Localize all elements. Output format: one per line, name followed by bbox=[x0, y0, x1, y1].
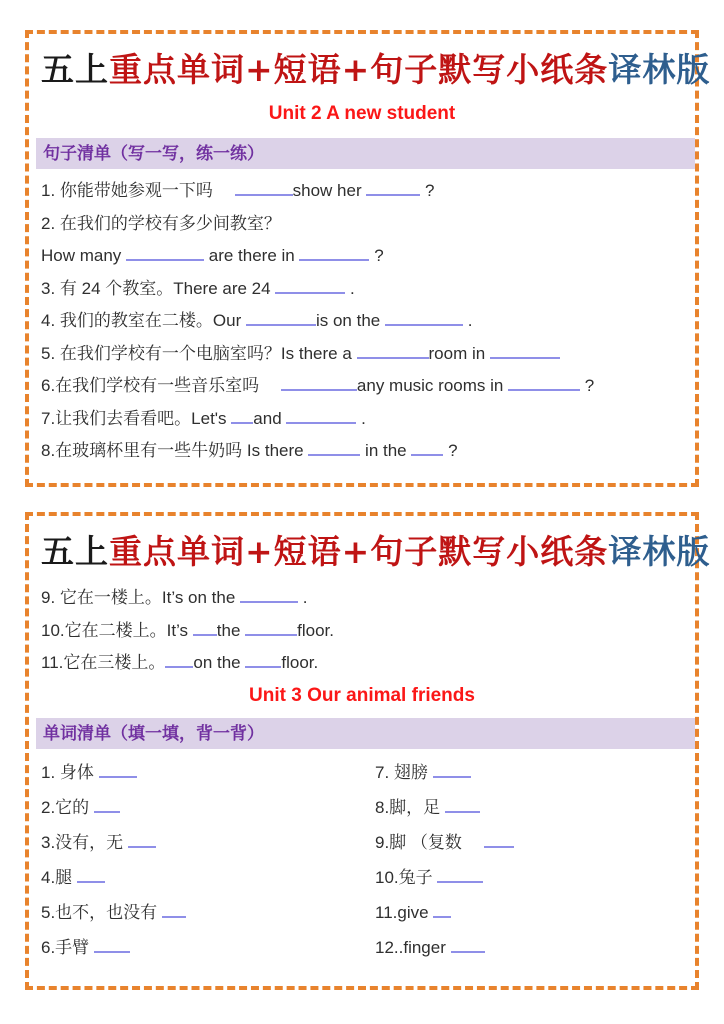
worksheet-line bbox=[375, 895, 683, 930]
fill-in-blank bbox=[126, 245, 204, 261]
line-text: ? bbox=[369, 246, 384, 265]
word-list-header: 单词清单（填一填，背一背） bbox=[36, 718, 695, 749]
worksheet-line bbox=[41, 825, 375, 860]
worksheet-line bbox=[41, 435, 683, 468]
worksheet-line bbox=[41, 370, 683, 403]
worksheet-line bbox=[41, 338, 683, 371]
line-text: . bbox=[356, 408, 366, 428]
line-text: 2. 在我们的学校有多少间教室？ bbox=[41, 213, 281, 233]
worksheet-line bbox=[41, 305, 683, 338]
line-text: 5. 在我们学校有一个电脑室吗？Is there a bbox=[41, 343, 357, 363]
worksheet-line bbox=[41, 403, 683, 436]
fill-in-blank bbox=[245, 619, 297, 635]
line-text: floor. bbox=[281, 653, 319, 672]
fill-in-blank bbox=[281, 375, 357, 391]
sentence-list bbox=[41, 175, 683, 468]
unit-3-heading: Unit 3 Our animal friends bbox=[249, 684, 475, 706]
fill-in-blank bbox=[94, 796, 120, 812]
line-text: ? bbox=[420, 181, 435, 200]
fill-in-blank bbox=[385, 310, 463, 326]
fill-in-blank bbox=[308, 440, 360, 456]
word-list-left-column bbox=[41, 755, 375, 965]
fill-in-blank bbox=[433, 761, 471, 777]
worksheet-line bbox=[41, 790, 375, 825]
line-text: room in bbox=[428, 343, 490, 363]
line-text: ? bbox=[443, 441, 458, 460]
line-text: 9. 它在一楼上。It’s on the bbox=[41, 588, 241, 607]
fill-in-blank bbox=[366, 180, 420, 196]
line-text: . bbox=[345, 278, 355, 298]
line-text: 1. 你能带她参观一下吗 bbox=[41, 181, 235, 200]
line-text: floor. bbox=[297, 620, 334, 640]
line-text: 9.脚 （复数 bbox=[375, 832, 484, 852]
title-grade-part: 五上 bbox=[41, 50, 109, 89]
worksheet-line bbox=[41, 615, 683, 648]
fill-in-blank bbox=[451, 936, 485, 952]
fill-in-blank bbox=[193, 619, 217, 635]
line-text: 12..finger bbox=[375, 937, 451, 957]
fill-in-blank bbox=[433, 901, 451, 917]
fill-in-blank bbox=[231, 407, 253, 423]
worksheet-line bbox=[375, 790, 683, 825]
sentence-list-continued bbox=[41, 582, 683, 680]
worksheet-line bbox=[41, 208, 683, 241]
line-text: 4. 我们的教室在二楼。Our bbox=[41, 311, 246, 330]
fill-in-blank bbox=[94, 936, 130, 952]
line-text: show her bbox=[292, 181, 367, 200]
line-text: the bbox=[216, 620, 246, 640]
line-text: and bbox=[253, 408, 287, 428]
line-text: 6.手臂 bbox=[41, 937, 94, 957]
fill-in-blank bbox=[128, 831, 156, 847]
fill-in-blank bbox=[235, 180, 293, 196]
word-list-right-column bbox=[375, 755, 683, 965]
fill-in-blank bbox=[245, 652, 281, 668]
fill-in-blank bbox=[275, 277, 345, 293]
fill-in-blank bbox=[484, 831, 514, 847]
unit-2-heading: Unit 2 A new student bbox=[268, 103, 456, 124]
worksheet-line bbox=[41, 273, 683, 306]
line-text: 7. 翅膀 bbox=[375, 762, 433, 782]
fill-in-blank bbox=[357, 342, 429, 358]
fill-in-blank bbox=[299, 245, 369, 261]
worksheet-card-unit3 bbox=[25, 512, 711, 990]
line-text: ? bbox=[580, 376, 595, 395]
line-text: 5.也不，也没有 bbox=[41, 902, 162, 922]
worksheet-line bbox=[41, 240, 683, 273]
line-text: 6.在我们学校有一些音乐室吗 bbox=[41, 376, 281, 395]
worksheet-line bbox=[41, 582, 683, 615]
worksheet-line bbox=[41, 930, 375, 965]
worksheet-line bbox=[41, 860, 375, 895]
line-text: is on the bbox=[315, 311, 385, 330]
line-text: . bbox=[462, 311, 473, 330]
title-edition-part: 译林版 bbox=[608, 532, 711, 571]
worksheet-title bbox=[41, 48, 711, 92]
fill-in-blank bbox=[162, 901, 186, 917]
line-text: 10.兔子 bbox=[375, 867, 438, 887]
fill-in-blank bbox=[246, 310, 316, 326]
fill-in-blank bbox=[445, 796, 480, 812]
line-text: 3. 有 24 个教室。There are 24 bbox=[41, 278, 276, 298]
title-main-part: 重点单词+短语+句子默写小纸条 bbox=[109, 50, 609, 89]
line-text: . bbox=[298, 588, 308, 607]
sentence-list-header: 句子清单（写一写，练一练） bbox=[36, 138, 695, 169]
fill-in-blank bbox=[437, 866, 483, 882]
line-text: 4.腿 bbox=[41, 867, 77, 887]
line-text: 10.它在二楼上。It’s bbox=[41, 620, 193, 640]
worksheet-line bbox=[375, 860, 683, 895]
worksheet-line bbox=[375, 755, 683, 790]
title-grade-part: 五上 bbox=[41, 532, 109, 571]
line-text: 11.give bbox=[375, 902, 434, 922]
fill-in-blank bbox=[508, 375, 580, 391]
line-text: in the bbox=[360, 441, 412, 460]
title-edition-part: 译林版 bbox=[608, 50, 711, 89]
fill-in-blank bbox=[411, 440, 443, 456]
fill-in-blank bbox=[77, 866, 105, 882]
fill-in-blank bbox=[99, 761, 137, 777]
worksheet-line bbox=[41, 755, 375, 790]
worksheet-line bbox=[375, 825, 683, 860]
line-text: 1. 身体 bbox=[41, 762, 99, 782]
fill-in-blank bbox=[240, 587, 298, 603]
line-text: are there in bbox=[204, 246, 300, 265]
line-text: 2.它的 bbox=[41, 797, 94, 817]
worksheet-line bbox=[41, 647, 683, 680]
fill-in-blank bbox=[165, 652, 193, 668]
line-text: any music rooms in bbox=[356, 376, 509, 395]
worksheet-line bbox=[375, 930, 683, 965]
line-text: 3.没有，无 bbox=[41, 832, 128, 852]
worksheet-line bbox=[41, 175, 683, 208]
line-text: 8.在玻璃杯里有一些牛奶吗 Is there bbox=[41, 441, 309, 460]
line-text: How many bbox=[41, 246, 127, 265]
line-text: 8.脚，足 bbox=[375, 797, 445, 817]
fill-in-blank bbox=[490, 342, 560, 358]
worksheet-card-unit2 bbox=[25, 30, 711, 487]
line-text: 7.让我们去看看吧。Let's bbox=[41, 408, 232, 428]
line-text: 11.它在三楼上。 bbox=[41, 653, 166, 672]
word-list bbox=[41, 755, 683, 965]
worksheet-title bbox=[41, 530, 711, 574]
fill-in-blank bbox=[286, 407, 356, 423]
line-text: on the bbox=[193, 653, 246, 672]
title-main-part: 重点单词+短语+句子默写小纸条 bbox=[109, 532, 609, 571]
worksheet-line bbox=[41, 895, 375, 930]
